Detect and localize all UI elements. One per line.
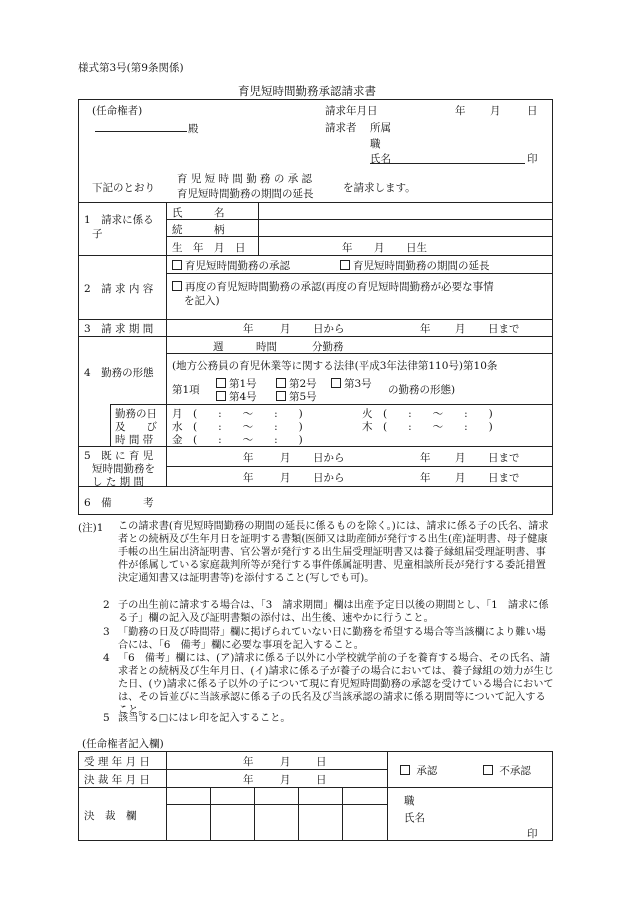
sec1-label-2: 子 [92, 228, 103, 240]
received-date-label: 受 理 年 月 日 [84, 756, 150, 768]
approved-text: 承認 [416, 765, 438, 777]
period-from-month: 月 [280, 323, 291, 335]
child-name-label: 氏 名 [172, 207, 225, 219]
note-1: この請求書(育児短時間勤務の期間の延長に係るものを除く。)には、請求に係る子の氏名、請求者との続柄及び生年月日を証明する書類(医師又は助産師が発行する出生(産)証明書、母子健康手帳の出生届出済証明書、官公署が発行する出生届受理証明書又は養子縁組届受理証明書、事件が係属している家庭裁判所等が発行する事件係属証明書、児童相談所長が発行する委託措置決定通知書又は証明書等)を添付すること(写しでも可)。 [118, 521, 549, 584]
sec4-label: 4 勤務の形態 [84, 367, 154, 379]
date-day: 日 [527, 105, 538, 117]
decision-date-label: 決 裁 年 月 日 [84, 774, 150, 786]
received-month: 月 [280, 756, 291, 768]
child-relation-field[interactable] [262, 220, 550, 235]
prev2-from-year: 年 [243, 472, 254, 484]
received-year: 年 [243, 756, 254, 768]
appointer-section-title: (任命権者記入欄) [82, 738, 164, 750]
appointer-name-line[interactable] [95, 131, 187, 132]
approver-seal: 印 [527, 828, 538, 840]
checkbox-not-approved[interactable] [483, 765, 493, 775]
checkbox-item-3[interactable] [331, 378, 341, 388]
form-number: 様式第3号(第9条関係) [78, 62, 184, 74]
option-extension: 育児短時間勤務の期間の延長 [177, 188, 314, 200]
item-4-text: 第4号 [229, 391, 257, 403]
period-from-year: 年 [243, 323, 254, 335]
approver-position-label: 職 [404, 795, 415, 807]
prev1-from-year: 年 [243, 452, 254, 464]
prev1-to-year: 年 [420, 452, 431, 464]
as-follows-label: 下記のとおり [92, 182, 155, 194]
not-approved-text: 不承認 [499, 765, 531, 777]
prev2-to: 日まで [488, 472, 520, 484]
note-4-num: 4 [103, 652, 110, 664]
minutes-label: 分勤務 [312, 341, 344, 353]
day-mon: 月 ( : ～ : ) [172, 408, 303, 420]
date-year: 年 [455, 105, 466, 117]
period-to-month: 月 [455, 323, 466, 335]
prev1-from-month: 月 [280, 452, 291, 464]
child-relation-label: 続 柄 [172, 224, 225, 236]
form-title: 育児短時間勤務承認請求書 [238, 84, 376, 98]
schedule-label-2: 及 び [115, 421, 157, 433]
sec3-label: 3 請 求 期 間 [84, 323, 154, 335]
prev1-to: 日まで [488, 452, 520, 464]
appointer-label: (任命権者) [92, 105, 143, 117]
period-to-year: 年 [420, 323, 431, 335]
day-fri: 金 ( : ～ : ) [172, 434, 303, 446]
period-from: 日から [313, 323, 345, 335]
sec2-label: 2 請 求 内 容 [84, 283, 154, 295]
request-date-label: 請求年月日 [325, 105, 378, 117]
note-2-num: 2 [103, 599, 110, 611]
dob-year: 年 [342, 242, 353, 254]
item-4[interactable] [216, 389, 257, 404]
remarks-field[interactable] [170, 488, 550, 513]
period-to: 日まで [488, 323, 520, 335]
prev1-to-month: 月 [455, 452, 466, 464]
date-month: 月 [490, 105, 501, 117]
prev1-from: 日から [313, 452, 345, 464]
position-label: 職 [370, 138, 381, 150]
approved-option[interactable] [400, 763, 437, 778]
request-suffix: を請求します。 [343, 182, 416, 194]
child-name-field[interactable] [262, 203, 550, 218]
sec2-reapproval-option[interactable] [172, 279, 494, 294]
item-3-text: 第3号 [344, 378, 372, 390]
received-day: 日 [316, 756, 327, 768]
day-wed: 水 ( : ～ : ) [172, 421, 303, 433]
approver-name-label: 氏名 [404, 812, 425, 824]
sec5-label-2: 短時間勤務を [92, 463, 155, 475]
dob-month: 月 [374, 242, 385, 254]
checkbox-extension[interactable] [340, 260, 350, 270]
checkbox-item-4[interactable] [216, 391, 226, 401]
note-5: 該当する□にはレ印を記入すること。 [118, 713, 291, 724]
item-1-text: 第1号 [229, 378, 257, 390]
decision-label: 決 裁 欄 [84, 810, 137, 822]
item-2-text: 第2号 [289, 378, 317, 390]
week-label: 週 [213, 341, 224, 353]
sec1-label: 1 請求に係る [84, 214, 154, 226]
decision-month: 月 [280, 774, 291, 786]
sec2-approval-option[interactable] [172, 258, 290, 273]
dono-label: 殿 [188, 123, 199, 135]
item-5-text: 第5号 [289, 391, 317, 403]
affiliation-label: 所属 [370, 122, 391, 134]
form-suffix: の勤務の形態) [388, 384, 456, 396]
note-3: 「勤務の日及び時間帯」欄に掲げられていない日に勤務を希望する場合等当該欄により難い場合には、「6 備考」欄に必要な事項を記入すること。 [118, 627, 546, 651]
sec5-label-3: し た 期 間 [92, 476, 145, 488]
approval-text: 育児短時間勤務の承認 [185, 260, 290, 272]
name-label: 氏名 [370, 153, 391, 165]
day-tue: 火 ( : ～ : ) [362, 408, 493, 420]
option-approval: 育 児 短 時 間 勤 務 の 承 認 [177, 173, 313, 185]
requester-label: 請求者 [325, 122, 357, 134]
prev2-from: 日から [313, 472, 345, 484]
child-dob-label: 生 年 月 日 [172, 242, 246, 254]
note-3-num: 3 [103, 626, 110, 638]
schedule-label-1: 勤務の日 [115, 408, 157, 420]
requester-name-line[interactable] [370, 163, 525, 164]
law-text: (地方公務員の育児休業等に関する法律(平成3年法律第110号)第10条 [172, 360, 498, 372]
not-approved-option[interactable] [483, 763, 531, 778]
day-thu: 木 ( : ～ : ) [362, 421, 493, 433]
item-3[interactable] [331, 376, 372, 391]
checkbox-item-1[interactable] [216, 378, 226, 388]
seal-mark: 印 [527, 153, 538, 165]
checkbox-item-5[interactable] [276, 391, 286, 401]
checkbox-item-2[interactable] [276, 378, 286, 388]
prev2-to-month: 月 [455, 472, 466, 484]
note-4: 「6 備考」欄には、(ア)請求に係る子以外に小学校就学前の子を養育する場合、その氏名、請求者との続柄及び生年月日、(イ)請求に係る子が養子の場合においては、養子縁組の効力が生じた日、(ウ)請求に係る子以外の子について現に育児短時間勤務の承認を受けている場合においては、その旨並びに当該承認に係る子の氏名及び当該承認の請求に係る期間等について記入すること。 [118, 653, 554, 716]
dob-suffix: 日生 [406, 242, 427, 254]
sec6-label: 6 備 考 [84, 497, 154, 509]
note-5-num: 5 [103, 712, 110, 724]
clause1-label: 第1項 [172, 384, 200, 396]
note-2: 子の出生前に請求する場合は、「3 請求期間」欄は出産予定日以後の期間とし、「1 請求に係る子」欄の記入及び証明書類の添付は、出生後、速やかに行うこと。 [118, 600, 549, 624]
extension-text: 育児短時間勤務の期間の延長 [353, 260, 490, 272]
item-5[interactable] [276, 389, 317, 404]
prev2-to-year: 年 [420, 472, 431, 484]
reapproval-text-2: を記入) [184, 295, 220, 307]
reapproval-text: 再度の育児短時間勤務の承認(再度の育児短時間勤務が必要な事情 [185, 281, 494, 293]
sec2-extension-option[interactable] [340, 258, 490, 273]
checkbox-approval[interactable] [172, 260, 182, 270]
prev2-from-month: 月 [280, 472, 291, 484]
decision-day: 日 [316, 774, 327, 786]
schedule-label-3: 時 間 帯 [115, 434, 154, 446]
hours-label: 時間 [256, 341, 277, 353]
checkbox-reapproval[interactable] [172, 281, 182, 291]
notes-prefix: (注)1 [78, 522, 104, 534]
sec5-label-1: 5 既 に 育 児 [84, 450, 154, 462]
decision-year: 年 [243, 774, 254, 786]
checkbox-approved[interactable] [400, 765, 410, 775]
